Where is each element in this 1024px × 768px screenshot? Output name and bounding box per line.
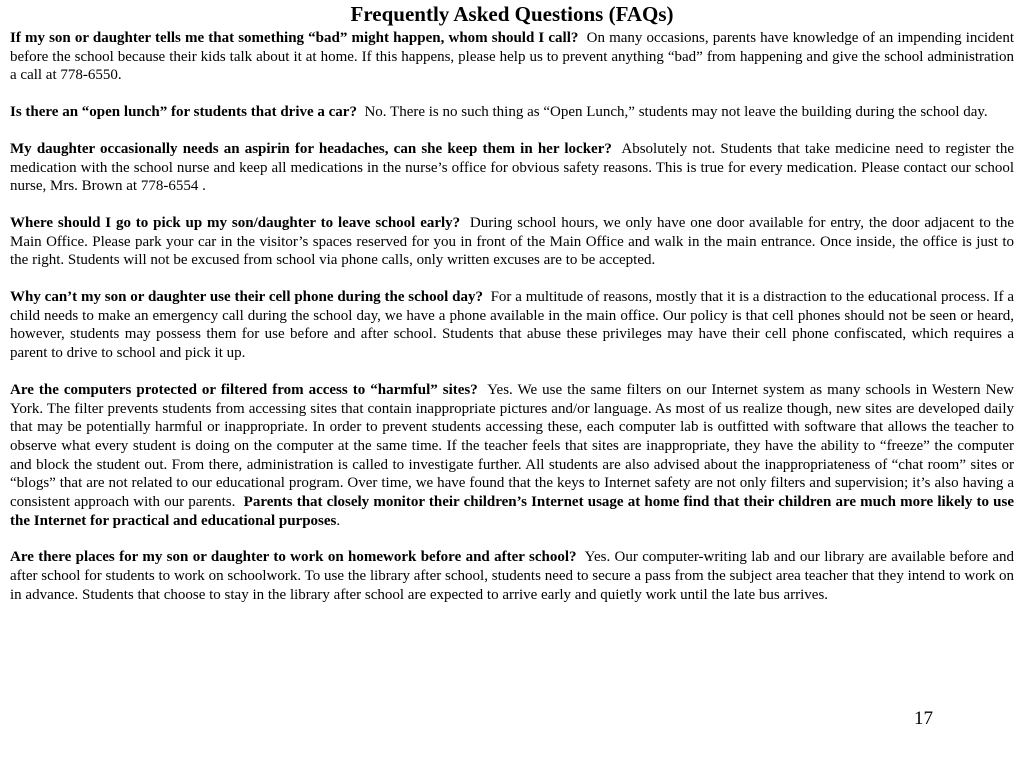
faq-question: My daughter occasionally needs an aspirin for headaches, can she keep them in her locker? — [10, 140, 612, 157]
faq-item-homework — [10, 548, 1014, 604]
faq-question: Are the computers protected or filtered from access to “harmful” sites? — [10, 381, 478, 398]
page-title: Frequently Asked Questions (FAQs) — [350, 2, 674, 26]
faq-answer-end: . — [336, 512, 341, 529]
faq-item-aspirin — [10, 140, 1014, 196]
faq-question: Where should I go to pick up my son/daughter to leave school early? — [10, 214, 461, 231]
faq-question: Why can’t my son or daughter use their cell phone during the school day? — [10, 289, 483, 306]
faq-item-pick-up-early — [10, 214, 1014, 270]
faq-item-cell-phone — [10, 288, 1014, 363]
faq-answer: Yes. We use the same filters on our Internet system as many schools in Western New York. The filter prevents students from accessing sites that contain inappropriate pictures and/or language. As most of us realize though, new sites are developed daily that may be potentially harmful or inappropriate. In order to prevent students accessing these, each computer lab is outfitted with software that allows the teacher to observe what every student is doing on the computer at the same time. If the teacher feels that sites are inappropriate, they have the ability to “freeze” the computer and block the student out. From there, administration is called to investigate further. All students are also advised about the inappropriateness of “chat room” sites or “blogs” that are not related to our educational program. Over time, we have found that the keys to Internet safety are not only filters and supervision; it’s also having a consistent approach with our parents. — [10, 381, 1014, 511]
faq-question: Are there places for my son or daughter to work on homework before and after school? — [10, 549, 577, 566]
faq-answer-emphasis: Parents that closely monitor their children’s Internet usage at home find that their children are much more likely to use the Internet for practical and educational purposes — [10, 494, 1015, 529]
faq-question: Is there an “open lunch” for students that drive a car? — [10, 104, 357, 121]
faq-item-open-lunch — [10, 103, 1014, 122]
faq-answer: On many occasions, parents have knowledge of an impending incident before the school because their kids talk about it at home. If this happens, please help us to prevent anything “bad” from happening and give the school administration a call at 778-6550. — [10, 30, 1015, 84]
faq-page — [10, 0, 1014, 623]
faq-answer: Yes. Our computer-writing lab and our library are available before and after school for students to work on schoolwork. To use the library after school, students need to secure a pass from the subject area teacher that they intend to work on in advance. Students that choose to stay in the library after school are expected to arrive early and quietly work until the late bus arrives. — [10, 549, 1014, 603]
faq-question: If my son or daughter tells me that something “bad” might happen, whom should I call? — [10, 30, 579, 46]
faq-answer: For a multitude of reasons, mostly that it is a distraction to the educational process. If a child needs to make an emergency call during the school day, we have a phone available in the main office. Our policy is that cell phones should not be seen or heard, however, students may possess them for use before and after school. Students that abuse these privileges may have their cell phone confiscated, which requires a parent to drive to school and pick it up. — [10, 289, 1014, 362]
faq-item-bad-happen — [10, 29, 1014, 85]
faq-item-computers-filtered — [10, 381, 1014, 531]
page-number: 17 — [914, 708, 933, 729]
faq-answer: During school hours, we only have one door available for entry, the door adjacent to the Main Office. Please park your car in the visitor’s spaces reserved for you in front of the Main Office and walk in the main entrance. Once inside, the office is just to the right. Students will not be excused from school via phone calls, only written excuses are to be accepted. — [10, 214, 1015, 269]
faq-answer: Absolutely not. Students that take medicine need to register the medication with the school nurse and keep all medications in the nurse’s office for obvious safety reasons. This is true for every medication. Please contact our school nurse, Mrs. Brown at 778-6554 . — [10, 140, 1014, 195]
faq-answer: No. There is no such thing as “Open Lunch,” students may not leave the building during the school day. — [364, 104, 988, 121]
